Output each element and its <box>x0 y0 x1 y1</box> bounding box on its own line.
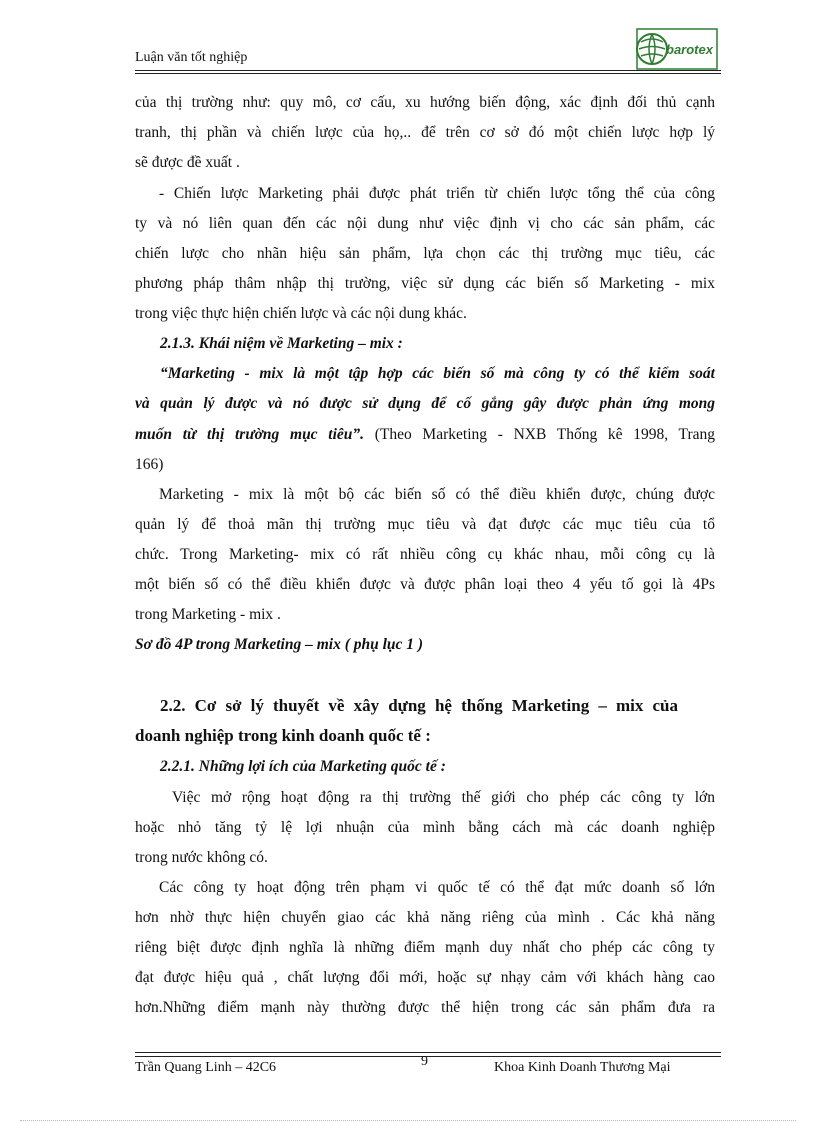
para2-line1: - Chiến lược Marketing phải được phát triển từ chiến lược tổng thể của công <box>159 185 715 202</box>
para2-line5: trong việc thực hiện chiến lược và các nội dung khác. <box>135 305 467 322</box>
footer-rule-double <box>135 1056 721 1057</box>
para3-line4: một biến số có thể điều khiển được và được phân loại theo 4 yếu tố gọi là 4Ps <box>135 576 715 593</box>
logo-text: barotex <box>666 42 713 57</box>
para5-line1: Các công ty hoạt động trên phạm vi quốc tế có thể đạt mức doanh số lớn <box>159 879 715 896</box>
para2-line4: phương pháp thâm nhập thị trường, việc sử dụng các biến số Marketing - mix <box>135 275 715 292</box>
para1-line2: tranh, thị phần và chiến lược của họ,.. để trên cơ sở đó một chiến lược hợp lý <box>135 124 715 141</box>
para1-line1: của thị trường như: quy mô, cơ cấu, xu hướng biến động, xác định đối thủ cạnh <box>135 94 715 111</box>
para2-line2: ty và nó liên quan đến các nội dung như việc định vị cho các sản phẩm, các <box>135 215 715 232</box>
barotex-logo <box>636 28 718 70</box>
para4-line2: hoặc nhỏ tăng tỷ lệ lợi nhuận của mình bằng cách mà các doanh nghiệp <box>135 819 715 836</box>
para3-line2: quản lý để thoả mãn thị trường mục tiêu và đạt được các mục tiêu của tổ <box>135 516 715 533</box>
heading-2-1-3: 2.1.3. Khái niệm về Marketing – mix : <box>160 335 403 352</box>
para3-line5: trong Marketing - mix . <box>135 606 281 623</box>
footer-author: Trần Quang Linh – 42C6 <box>135 1060 277 1075</box>
quote-line1: “Marketing - mix là một tập hợp các biến số mà công ty có thể kiểm soát <box>160 365 715 382</box>
header-rule-double <box>135 73 721 74</box>
footer-rule <box>135 1052 721 1053</box>
heading-2-2-1: 2.2.1. Những lợi ích của Marketing quốc tế : <box>160 758 446 775</box>
quote-line4: 166) <box>135 456 164 473</box>
quote-line3-bold: muốn từ thị trường mục tiêu”. <box>135 426 365 443</box>
para3-line3: chức. Trong Marketing- mix có rất nhiều công cụ khác nhau, mỗi công cụ là <box>135 546 715 563</box>
para4-line1: Việc mở rộng hoạt động ra thị trường thế giới cho phép các công ty lớn <box>172 789 715 806</box>
page-number: 9 <box>421 1054 428 1069</box>
header-title: Luận văn tốt nghiệp <box>135 50 248 65</box>
barotex-logo-icon <box>636 28 718 70</box>
quote-reference: (Theo Marketing - NXB Thống kê 1998, Trang <box>364 426 715 443</box>
para5-line2: hơn nhờ thực hiện chuyển giao các khả năng riêng của mình . Các khả năng <box>135 909 715 926</box>
para4-line3: trong nước không có. <box>135 849 268 866</box>
quote-line3 <box>135 420 715 450</box>
para5-line3: riêng biệt được định nghĩa là những điểm mạnh duy nhất cho phép các công ty <box>135 939 715 956</box>
heading-2-2-line2: doanh nghiệp trong kinh doanh quốc tế : <box>135 726 431 745</box>
page-bottom-border <box>20 1120 796 1121</box>
diagram-reference: Sơ đồ 4P trong Marketing – mix ( phụ lục 1 ) <box>135 636 424 653</box>
header-rule <box>135 70 721 71</box>
para1-line3: sẽ được đề xuất . <box>135 154 240 171</box>
para5-line5: hơn.Những điểm mạnh này thường được thể hiện trong các sản phẩm đưa ra <box>135 999 715 1016</box>
para3-line1: Marketing - mix là một bộ các biến số có thể điều khiển được, chúng được <box>159 486 715 503</box>
para5-line4: đạt được hiệu quả , chất lượng đổi mới, hoặc sự nhạy cảm với khách hàng cao <box>135 969 715 986</box>
footer-faculty: Khoa Kinh Doanh Thương Mại <box>494 1060 671 1075</box>
heading-2-2-line1: 2.2. Cơ sở lý thuyết về xây dựng hệ thống Marketing – mix của <box>160 696 678 715</box>
quote-line2: và quản lý được và nó được sử dụng để cố gắng gây được phản ứng mong <box>135 395 715 412</box>
para2-line3: chiến lược cho nhãn hiệu sản phẩm, lựa chọn các thị trường mục tiêu, các <box>135 245 715 262</box>
